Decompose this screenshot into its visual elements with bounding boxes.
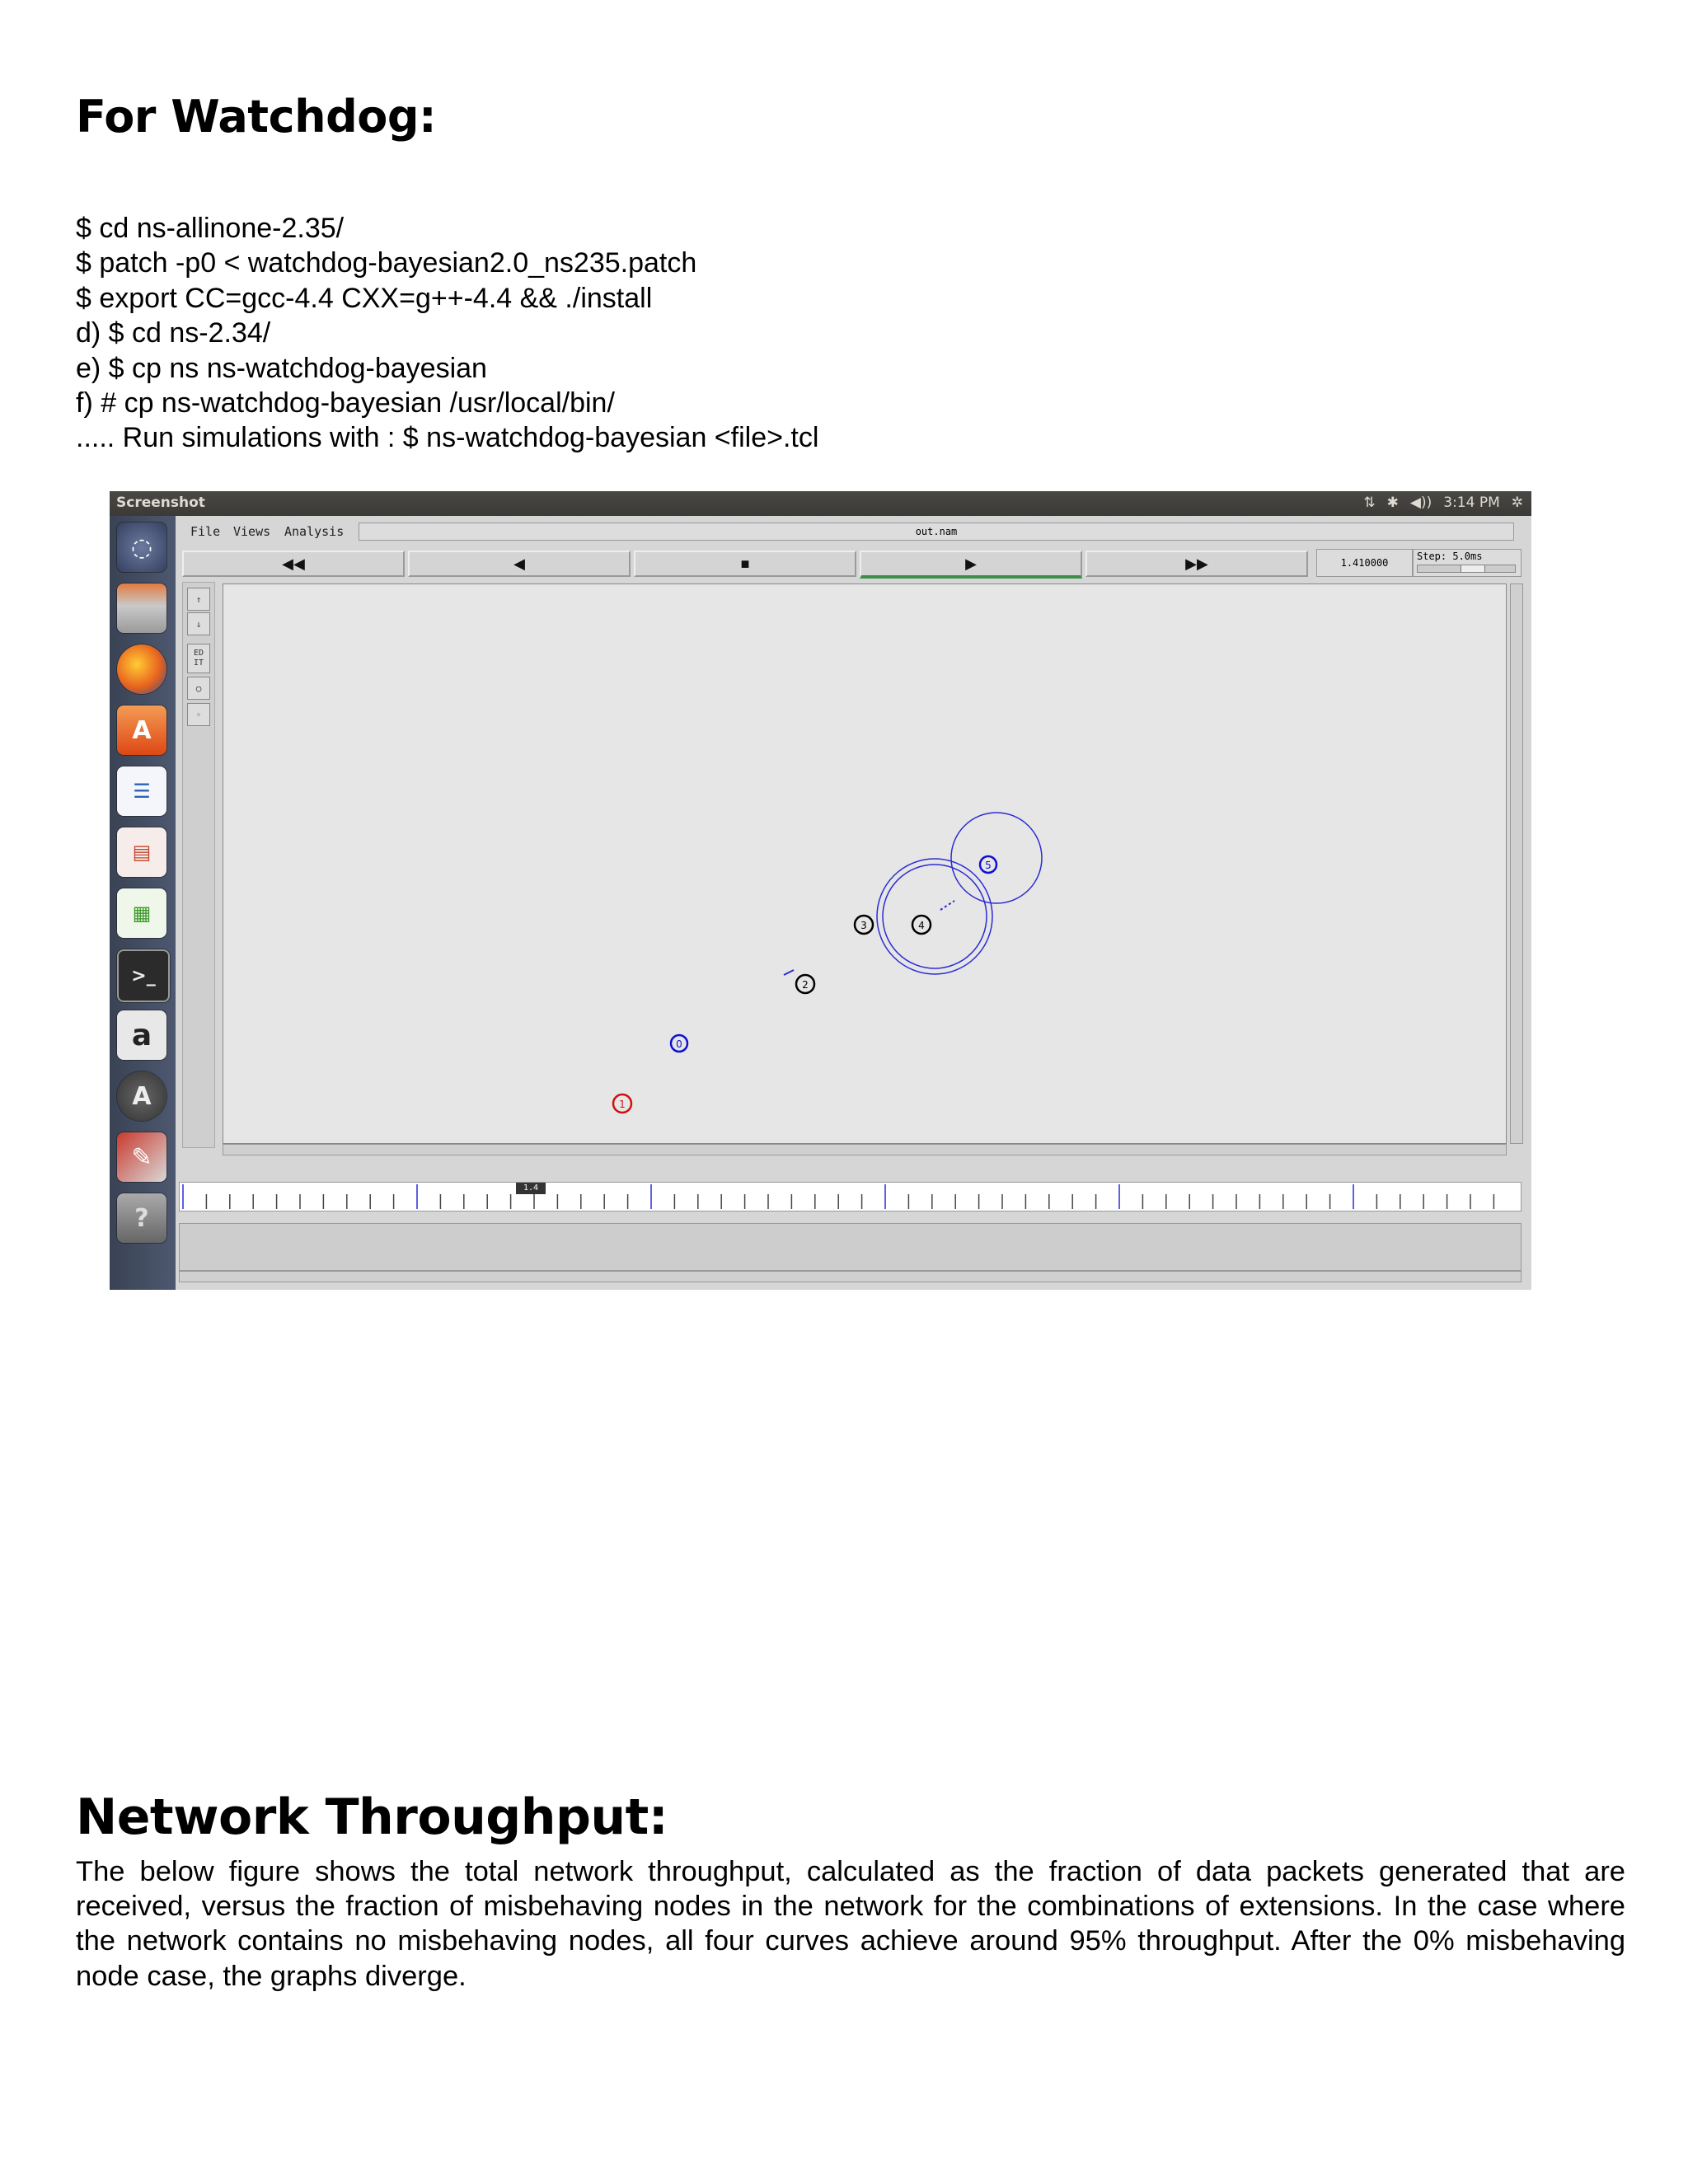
node-label: 3 (860, 920, 867, 931)
throughput-heading: Network Throughput: (76, 1788, 668, 1846)
zoom-out-icon[interactable]: ⇓ (187, 612, 210, 635)
command-line: e) $ cp ns ns-watchdog-bayesian (76, 352, 487, 384)
command-line: $ export CC=gcc-4.4 CXX=g++-4.4 && ./install (76, 282, 653, 314)
timeline-slider[interactable] (179, 1182, 1522, 1212)
rewind-button[interactable]: ◀◀ (182, 551, 405, 577)
node-label: 4 (918, 920, 925, 931)
window-title: Screenshot (116, 494, 205, 511)
command-line: f) # cp ns-watchdog-bayesian /usr/local/bin/ (76, 387, 615, 419)
software-updater-icon[interactable]: A (117, 1071, 166, 1121)
node-label: 0 (676, 1038, 682, 1050)
settings-gear-icon[interactable]: ✲ (1511, 494, 1523, 511)
edit-button[interactable]: ED IT (187, 644, 210, 673)
writer-icon[interactable]: ☰ (117, 766, 166, 816)
zoom-in-icon[interactable]: ⇑ (187, 588, 210, 611)
calc-icon[interactable]: ▦ (117, 888, 166, 938)
time-display: 1.410000 (1316, 549, 1413, 577)
range-circle (883, 865, 987, 968)
range-circle (877, 859, 992, 974)
network-graph (223, 584, 1506, 1143)
annotation-pane[interactable] (179, 1223, 1522, 1271)
network-icon[interactable]: ⇅ (1363, 494, 1376, 511)
command-line: ..... Run simulations with : $ ns-watchdog-bayesian <file>.tcl (76, 422, 819, 454)
canvas-horizontal-scrollbar[interactable] (223, 1144, 1507, 1155)
volume-icon[interactable]: ◀)) (1409, 494, 1432, 511)
packet-link (784, 970, 794, 975)
nam-window (176, 516, 1531, 1290)
command-list (76, 211, 818, 456)
packet-link (940, 901, 954, 910)
firefox-icon[interactable] (117, 644, 166, 694)
small-circle-tool-icon[interactable]: ◦ (187, 703, 210, 726)
simulation-canvas[interactable] (223, 583, 1507, 1144)
canvas-vertical-scrollbar[interactable] (1510, 583, 1523, 1144)
timeline-marker[interactable]: 1.4 (516, 1183, 546, 1194)
nam-screenshot (110, 491, 1531, 1290)
terminal-icon[interactable]: >_ (117, 949, 170, 1002)
step-control[interactable] (1413, 549, 1522, 577)
command-line: $ cd ns-allinone-2.35/ (76, 213, 345, 244)
node-5[interactable] (980, 856, 996, 873)
edit-toolbar (182, 582, 215, 1148)
step-label: Step: 5.0ms (1417, 551, 1483, 562)
step-slider[interactable] (1417, 565, 1516, 573)
watchdog-heading: For Watchdog: (76, 91, 437, 143)
command-line: d) $ cd ns-2.34/ (76, 317, 271, 349)
ubuntu-top-panel (110, 491, 1531, 516)
step-slider-thumb[interactable] (1461, 565, 1485, 572)
annotation-scrollbar[interactable] (179, 1271, 1522, 1282)
devices-icon[interactable]: ? (117, 1193, 166, 1243)
command-line: $ patch -p0 < watchdog-bayesian2.0_ns235.patch (76, 247, 697, 279)
unity-launcher (110, 516, 176, 1290)
throughput-paragraph: The below figure shows the total network throughput, calculated as the fraction of data packets generated that are received, versus the fraction of misbehaving nodes in the network for the combinations of extensions. In the case where the network contains no misbehaving nodes, all four curves achieve around 95% throughput. After the 0% misbehaving node case, the graphs diverge. (76, 1856, 1625, 1992)
node-4[interactable] (912, 916, 931, 934)
node-label: 5 (985, 860, 992, 871)
node-3[interactable] (855, 916, 873, 934)
timeline-ticks (180, 1183, 1521, 1211)
menu-file[interactable]: File (190, 524, 221, 539)
back-button[interactable]: ◀ (408, 551, 631, 577)
system-settings-icon[interactable]: ✎ (117, 1132, 166, 1182)
ubuntu-dash-icon[interactable]: ◌ (117, 523, 166, 572)
node-label: 1 (619, 1099, 626, 1110)
files-icon[interactable] (117, 583, 166, 633)
fast-forward-button[interactable]: ▶▶ (1085, 551, 1308, 577)
software-center-icon[interactable]: A (117, 705, 166, 755)
circle-tool-icon[interactable]: ○ (187, 677, 210, 700)
node-label: 2 (802, 979, 809, 991)
range-circle (951, 813, 1042, 903)
bluetooth-icon[interactable]: ✱ (1386, 494, 1399, 511)
menu-analysis[interactable]: Analysis (284, 524, 345, 539)
clock[interactable]: 3:14 PM (1443, 494, 1500, 511)
node-0[interactable] (671, 1035, 687, 1052)
amazon-icon[interactable]: a (117, 1010, 166, 1060)
stop-button[interactable]: ■ (634, 551, 856, 577)
menu-views[interactable]: Views (233, 524, 271, 539)
impress-icon[interactable]: ▤ (117, 827, 166, 877)
filename-label: out.nam (359, 523, 1514, 541)
node-1[interactable] (613, 1094, 631, 1113)
system-tray (1363, 494, 1523, 511)
node-2[interactable] (796, 975, 814, 993)
play-button[interactable]: ▶ (860, 551, 1082, 579)
